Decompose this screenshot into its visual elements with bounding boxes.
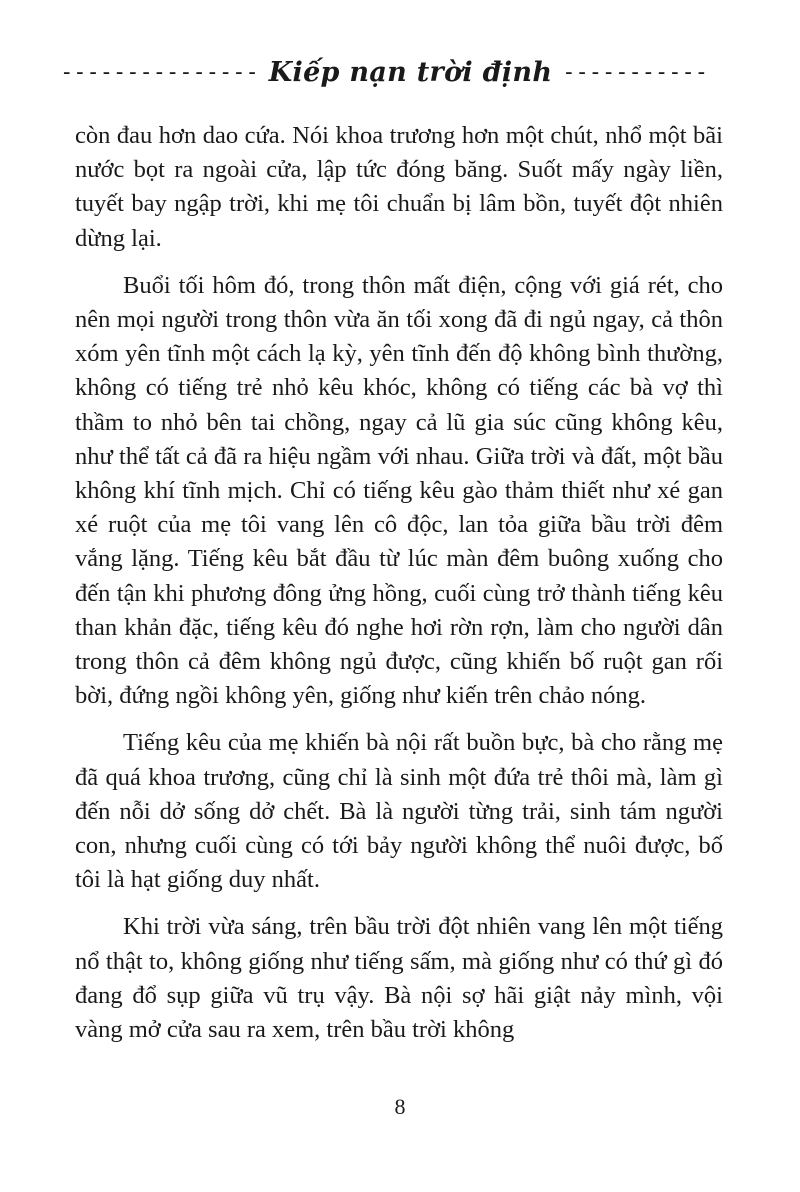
header-left-rule: ---------------: [60, 60, 259, 85]
paragraph-1: còn đau hơn dao cứa. Nói khoa trương hơn một chút, nhổ một bãi nước bọt ra ngoài cửa, lập tức đóng băng. Suốt mấy ngày liền, tuyết bay ngập trời, khi mẹ tôi chuẩn bị lâm bồn, tuyết đột nhiên dừng lại.: [75, 122, 723, 252]
body-text: [75, 119, 723, 1060]
header-right-rule: -----------: [562, 60, 708, 85]
page-number: 8: [394, 1094, 406, 1119]
paragraph-3: Tiếng kêu của mẹ khiến bà nội rất buồn bực, bà cho rằng mẹ đã quá khoa trương, cũng chỉ là sinh một đứa trẻ thôi mà, làm gì đến nỗi dở sống dở chết. Bà là người từng trải, sinh tám người con, nhưng cuối cùng có tới bảy người không thể nuôi được, bố tôi là hạt giống duy nhất.: [75, 729, 723, 894]
header-title: Kiếp nạn trời định: [268, 57, 553, 88]
paragraph-2: Buổi tối hôm đó, trong thôn mất điện, cộng với giá rét, cho nên mọi người trong thôn vừa ăn tối xong đã đi ngủ ngay, cả thôn xóm yên tĩnh một cách lạ kỳ, yên tĩnh đến độ không bình thường, không có tiếng trẻ nhỏ kêu khóc, không có tiếng các bà vợ thì thầm to nhỏ bên tai chồng, ngay cả lũ gia súc cũng không kêu, như thể tất cả đã ra hiệu ngầm với nhau. Giữa trời và đất, một bầu không khí tĩnh mịch. Chỉ có tiếng kêu gào thảm thiết như xé gan xé ruột của mẹ tôi vang lên cô độc, lan tỏa giữa bầu trời đêm vắng lặng. Tiếng kêu bắt đầu từ lúc màn đêm buông xuống cho đến tận khi phương đông ửng hồng, cuối cùng trở thành tiếng kêu than khản đặc, tiếng kêu đó nghe hơi rờn rợn, làm cho người dân trong thôn cả đêm không ngủ được, cũng khiến bố ruột gan rối bời, đứng ngồi không yên, giống như kiến trên chảo nóng.: [75, 271, 723, 710]
paragraph-4: Khi trời vừa sáng, trên bầu trời đột nhiên vang lên một tiếng nổ thật to, không giống như tiếng sấm, mà giống như có thứ gì đó đang đổ sụp giữa vũ trụ vậy. Bà nội sợ hãi giật nảy mình, vội vàng mở cửa sau ra xem, trên bầu trời không: [75, 913, 723, 1044]
running-header: [60, 50, 708, 96]
